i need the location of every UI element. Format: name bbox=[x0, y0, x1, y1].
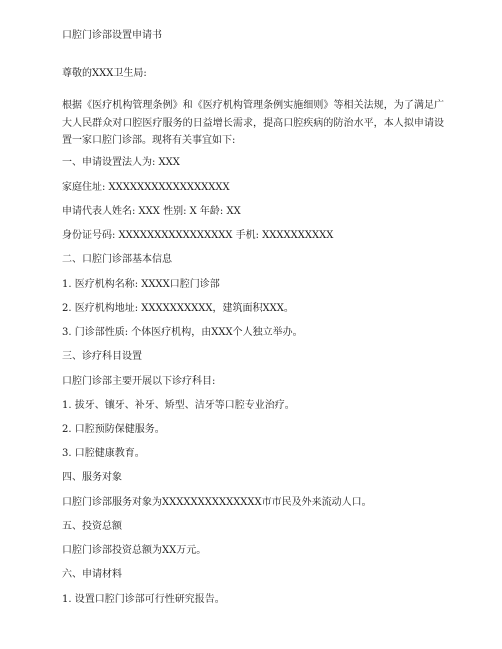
document-title: 口腔门诊部设置申请书 bbox=[62, 30, 162, 41]
section-4-heading: 四、服务对象 bbox=[62, 472, 122, 483]
service-item-2: 2. 口腔预防保健服务。 bbox=[62, 424, 165, 435]
applicant-line: 申请代表人姓名: XXX 性别: X 年龄: XX bbox=[62, 206, 241, 217]
section-5-heading: 五、投资总额 bbox=[62, 521, 122, 532]
section-6-heading: 六、申请材料 bbox=[62, 569, 122, 580]
services-intro-line: 口腔门诊部主要开展以下诊疗科目: bbox=[62, 376, 216, 387]
section-1-heading: 一、申请设置法人为: XXX bbox=[62, 157, 180, 168]
section-3-heading: 三、诊疗科目设置 bbox=[62, 351, 142, 362]
service-item-1: 1. 拔牙、镶牙、补牙、矫型、洁牙等口腔专业治疗。 bbox=[62, 400, 295, 411]
id-phone-line: 身份证号码: XXXXXXXXXXXXXXXX 手机: XXXXXXXXXX bbox=[62, 230, 334, 241]
investment-line: 口腔门诊部投资总额为XX万元。 bbox=[62, 545, 207, 556]
clinic-name-line: 1. 医疗机构名称: XXXX口腔门诊部 bbox=[62, 279, 220, 290]
service-target-line: 口腔门诊部服务对象为XXXXXXXXXXXXXX市市民及外来流动人口。 bbox=[62, 497, 372, 508]
clinic-address-line: 2. 医疗机构地址: XXXXXXXXXX，建筑面积XXX。 bbox=[62, 303, 294, 314]
salutation: 尊敬的XXX卫生局: bbox=[62, 68, 147, 79]
service-item-3: 3. 口腔健康教育。 bbox=[62, 448, 145, 459]
section-2-heading: 二、口腔门诊部基本信息 bbox=[62, 254, 172, 265]
clinic-nature-line: 3. 门诊部性质: 个体医疗机构，由XXX个人独立举办。 bbox=[62, 327, 303, 338]
material-item-1: 1. 设置口腔门诊部可行性研究报告。 bbox=[62, 594, 225, 605]
intro-paragraph: 根据《医疗机构管理条例》和《医疗机构管理条例实施细则》等相关法规，为了满足广大人民群众对口腔医疗服务的日益增长需求，提高口腔疾病的防治水平，本人拟申请设置一家口腔门诊部。现将有关事宜如下: bbox=[62, 100, 444, 146]
address-line: 家庭住址: XXXXXXXXXXXXXXXXX bbox=[62, 182, 230, 193]
